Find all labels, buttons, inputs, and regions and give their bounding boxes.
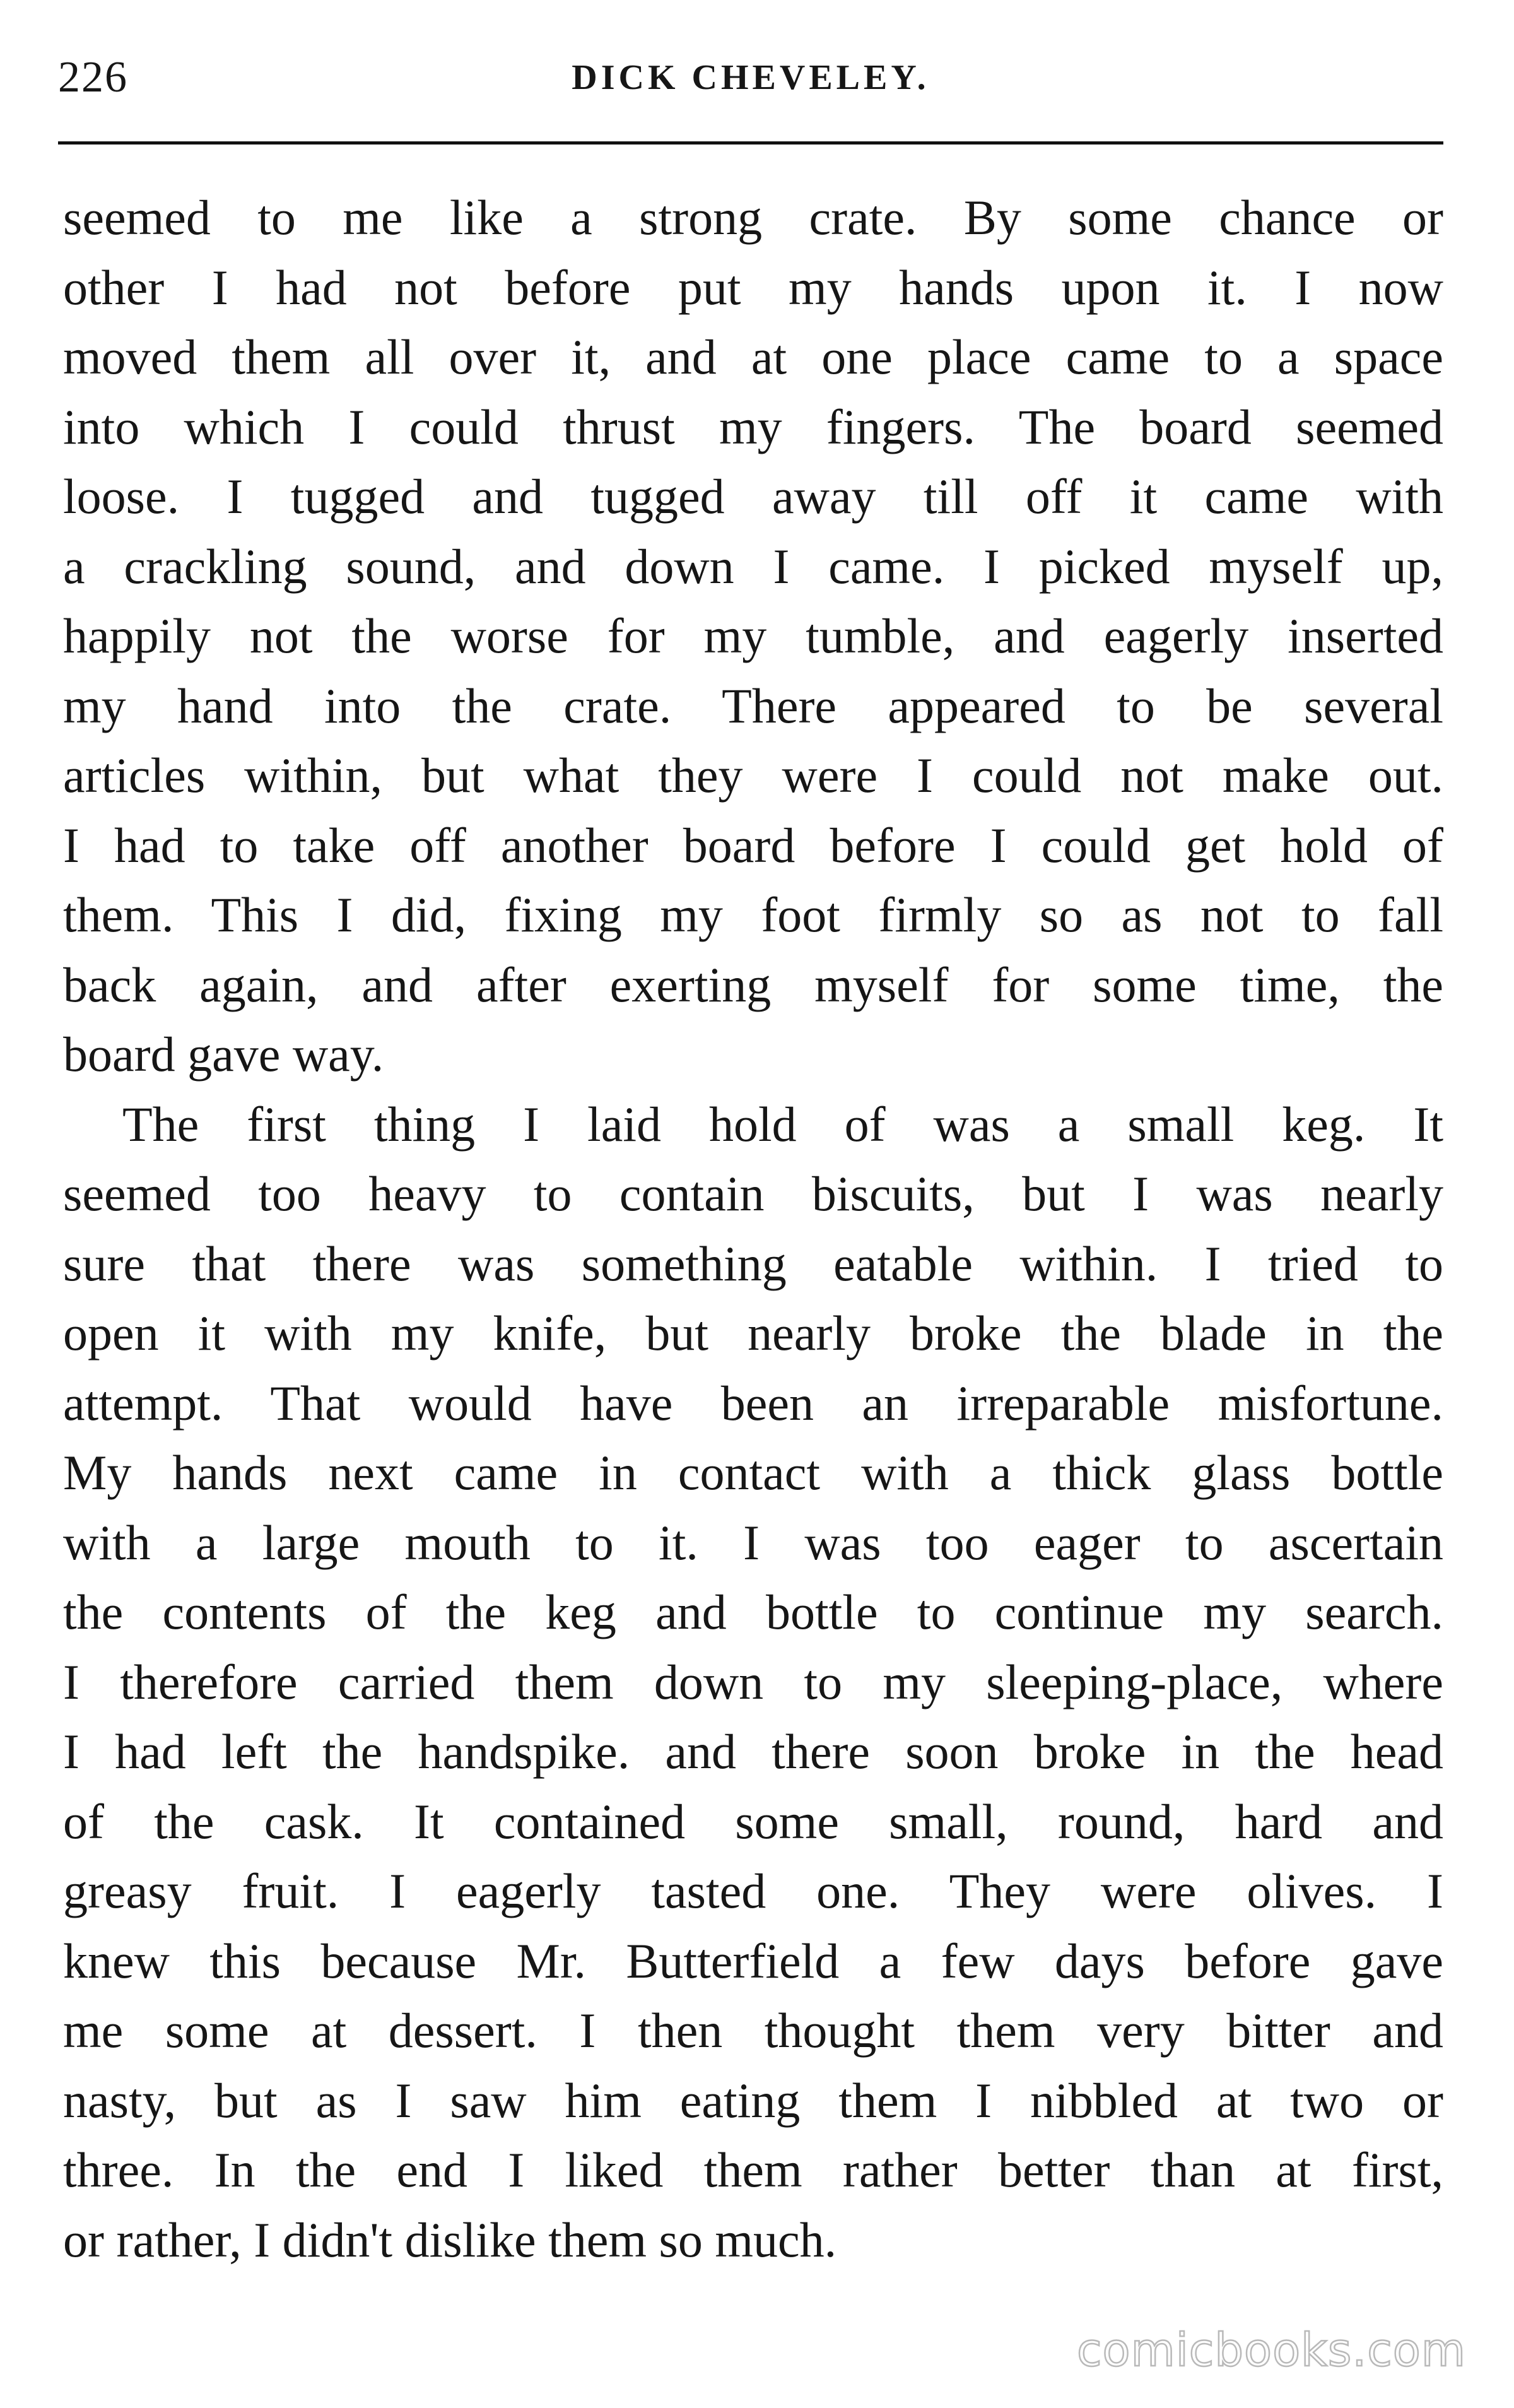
text-line: seemed to me like a strong crate. By some chance or bbox=[63, 190, 1443, 245]
text-line: I had to take off another board before I could get hold of bbox=[63, 817, 1443, 873]
text-line: happily not the worse for my tumble, and eagerly inserted bbox=[63, 608, 1443, 663]
text-line: I had left the handspike. and there soon broke in the head bbox=[63, 1724, 1443, 1779]
text-line: them. This I did, fixing my foot firmly so as not to fall bbox=[63, 887, 1443, 942]
text-line: nasty, but as I saw him eating them I nibbled at two or bbox=[63, 2072, 1443, 2128]
text-line: moved them all over it, and at one place came to a space bbox=[63, 329, 1443, 384]
body-text bbox=[63, 183, 1443, 2275]
text-line: me some at dessert. I then thought them very bitter and bbox=[63, 2003, 1443, 2058]
text-line: board gave way. bbox=[63, 1027, 384, 1082]
text-line: attempt. That would have been an irreparable misfortune. bbox=[63, 1375, 1443, 1431]
text-line: knew this because Mr. Butterfield a few days before gave bbox=[63, 1933, 1443, 1988]
text-line: the contents of the keg and bottle to continue my search. bbox=[63, 1585, 1443, 1639]
text-line: The first thing I laid hold of was a small keg. It bbox=[122, 1096, 1443, 1152]
text-line: other I had not before put my hands upon it. I now bbox=[63, 259, 1443, 315]
text-line: a crackling sound, and down I came. I picked myself up, bbox=[63, 538, 1443, 594]
page-header bbox=[58, 49, 1443, 106]
text-line: seemed too heavy to contain biscuits, but I was nearly bbox=[63, 1166, 1443, 1221]
running-head: DICK CHEVELEY. bbox=[572, 58, 930, 97]
text-line: open it with my knife, but nearly broke the blade in the bbox=[63, 1306, 1443, 1360]
text-line: I therefore carried them down to my sleeping-place, where bbox=[63, 1654, 1443, 1709]
text-line: articles within, but what they were I could not make out. bbox=[63, 748, 1443, 803]
page-number: 226 bbox=[58, 53, 128, 102]
text-line: with a large mouth to it. I was too eager to ascertain bbox=[63, 1514, 1443, 1570]
text-line: of the cask. It contained some small, round, hard and bbox=[63, 1793, 1443, 1849]
text-line: or rather, I didn't dislike them so much. bbox=[63, 2212, 837, 2267]
text-line: greasy fruit. I eagerly tasted one. They were olives. I bbox=[63, 1863, 1443, 1918]
text-line: back again, and after exerting myself for some time, the bbox=[63, 957, 1443, 1012]
watermark: comicbooks.com bbox=[1076, 2323, 1466, 2376]
header-rule bbox=[58, 141, 1443, 145]
text-line: my hand into the crate. There appeared to be several bbox=[63, 678, 1443, 733]
text-line: My hands next came in contact with a thick glass bottle bbox=[63, 1445, 1443, 1500]
text-line: into which I could thrust my fingers. The board seemed bbox=[63, 399, 1443, 454]
text-line: loose. I tugged and tugged away till off it came with bbox=[63, 469, 1443, 524]
text-line: three. In the end I liked them rather better than at first, bbox=[63, 2142, 1443, 2197]
text-line: sure that there was something eatable within. I tried to bbox=[63, 1236, 1443, 1291]
